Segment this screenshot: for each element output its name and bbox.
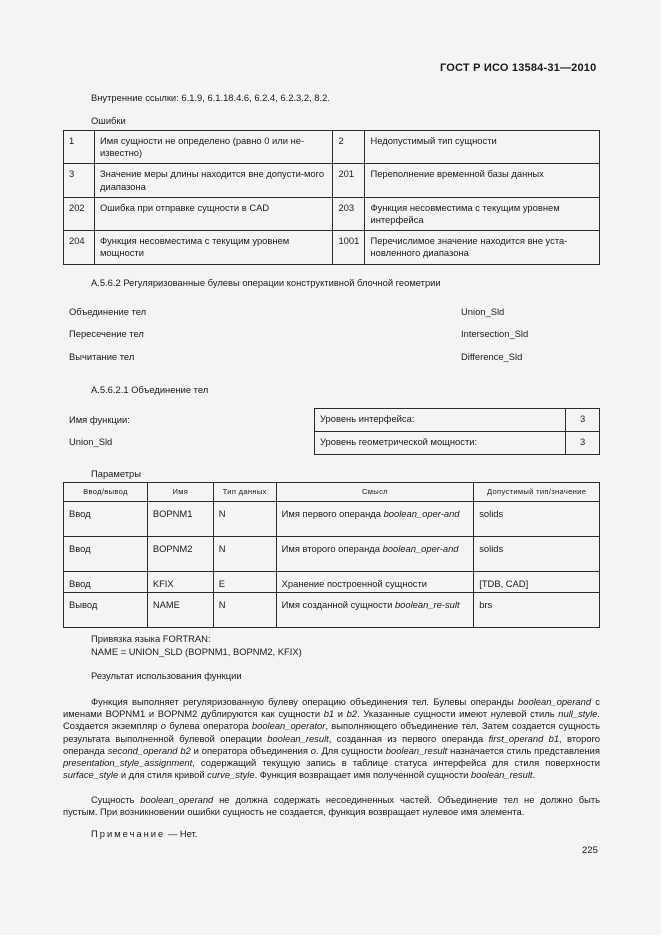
error-code: 2 [333,131,365,164]
error-code: 204 [64,231,95,264]
error-message: Функция несовместима с текущим уровнем мощности [94,231,332,264]
op-code: Intersection_Sld [461,328,529,339]
interface-level-table [314,408,600,455]
section-heading-a562: А.5.6.2 Регуляризованные булевы операции конструктивной блочной геометрии [91,277,441,288]
iface-label: Уровень геометрической мощности: [315,432,566,455]
error-code: 1 [64,131,95,164]
param-type: N [213,537,276,572]
document-header: ГОСТ Р ИСО 13584-31—2010 [440,62,597,74]
table-row [64,537,600,572]
errors-title: Ошибки [91,115,126,126]
error-code: 203 [333,197,365,230]
usage-paragraph-2: Сущность boolean_operand не должна содержать несоединенных частей. Объединение тел не должно быть пустым. При возникновении ошибки сущность не создается, функция возвращает нулевое имя элемента. [63,794,600,818]
params-table [63,482,600,628]
internal-references: Внутренние ссылки: 6.1.9, 6.1.18.4.6, 6.2.4, 6.2.3.2, 8.2. [91,92,330,103]
table-row [64,131,600,164]
error-message: Перечислимое значение находится вне уста-новленного диапазона [365,231,600,264]
iface-label: Уровень интерфейса: [315,409,566,432]
column-header: Тип данных [213,483,276,502]
table-row [315,409,600,432]
column-header: Имя [147,483,213,502]
param-allowed: solids [474,502,600,537]
errors-table [63,130,600,265]
param-name: BOPNM1 [147,502,213,537]
param-io: Ввод [64,537,148,572]
param-io: Ввод [64,572,148,593]
usage-title: Результат использования функции [91,670,242,681]
note-label: Примечание [91,828,166,839]
usage-paragraph-1: Функция выполняет регуляризованную булеву операцию объединения тел. Булевы операнды boolean_operand с именами BOPNM1 и BOPNM2 дублируются как сущности b1 и b2. Указанные сущности имеют нулевой стиль null_style. Создается экземпляр o булева оператора boolean_operator, выполняющего объединение тел. Затем создается сущность результата выполненной булевой операции boolean_result, созданная из первого операнда first_operand b1, второго операнда second_operand b2 и оператора объединения o. Для сущности boolean_result назначается стиль представления presentation_style_assignment, содержащий текущую запись в таблице статуса интерфейса для стиля поверхности surface_style и для стиля кривой curve_style. Функция возвращает имя полученной сущности boolean_result. [63,696,601,781]
param-name: BOPNM2 [147,537,213,572]
fortran-title: Привязка языка FORTRAN: [91,633,211,644]
param-name: KFIX [147,572,213,593]
param-type: N [213,502,276,537]
column-header: Ввод/вывод [64,483,148,502]
table-row [64,502,600,537]
param-type: E [213,572,276,593]
note [91,828,197,840]
section-heading-a5621: А.5.6.2.1 Объединение тел [91,384,209,395]
page-number: 225 [582,845,598,856]
op-code: Difference_Sld [461,351,523,362]
fortran-call: NAME = UNION_SLD (BOPNM1, BOPNM2, KFIX) [91,646,302,657]
error-message: Ошибка при отправке сущности в CAD [94,197,332,230]
param-io: Вывод [64,593,148,628]
iface-value: 3 [566,432,600,455]
param-io: Ввод [64,502,148,537]
error-message: Недопустимый тип сущности [365,131,600,164]
note-text: — Нет. [165,828,198,839]
error-code: 3 [64,164,95,197]
error-code: 202 [64,197,95,230]
column-header: Смысл [276,483,474,502]
error-code: 201 [333,164,365,197]
op-name: Пересечение тел [69,328,144,339]
iface-value: 3 [566,409,600,432]
param-name: NAME [147,593,213,628]
op-code: Union_Sld [461,306,505,317]
error-message: Значение меры длины находится вне допусти-мого диапазона [94,164,332,197]
error-message: Функция несовместима с текущим уровнем интерфейса [365,197,600,230]
param-meaning: Имя второго операнда boolean_oper-and [276,537,474,572]
table-header-row [64,483,600,502]
error-message: Переполнение временной базы данных [365,164,600,197]
op-name: Вычитание тел [69,351,135,362]
table-row [64,231,600,264]
param-allowed: brs [474,593,600,628]
table-row [64,164,600,197]
error-message: Имя сущности не определено (равно 0 или не-известно) [94,131,332,164]
param-meaning: Имя созданной сущности boolean_re-sult [276,593,474,628]
table-row [315,432,600,455]
table-row [64,197,600,230]
param-meaning: Хранение построенной сущности [276,572,474,593]
op-name: Объединение тел [69,306,147,317]
error-code: 1001 [333,231,365,264]
column-header: Допустимый тип/значение [474,483,600,502]
params-title: Параметры [91,468,141,479]
function-name: Union_Sld [69,436,113,447]
function-label: Имя функции: [69,414,130,425]
table-row [64,572,600,593]
param-allowed: solids [474,537,600,572]
table-row [64,593,600,628]
param-allowed: [TDB, CAD] [474,572,600,593]
param-type: N [213,593,276,628]
param-meaning: Имя первого операнда boolean_oper-and [276,502,474,537]
